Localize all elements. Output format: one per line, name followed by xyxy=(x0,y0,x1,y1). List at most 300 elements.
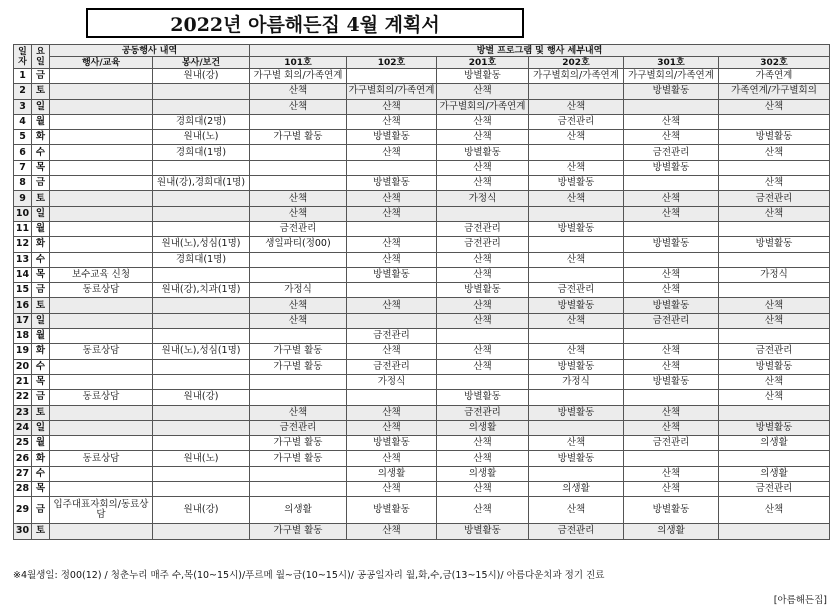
events-cell xyxy=(50,298,153,313)
room-301-cell xyxy=(624,451,719,466)
dow-cell: 일 xyxy=(32,313,50,328)
room-301-cell: 방별활동 xyxy=(624,497,719,524)
room-201-cell: 의생활 xyxy=(437,466,529,481)
room-101-cell: 금전관리 xyxy=(250,420,347,435)
table-row xyxy=(14,191,830,206)
events-cell: 입주대표자회의/동료상담 xyxy=(50,497,153,524)
room-102-cell: 산책 xyxy=(347,206,437,221)
room-201-cell: 산책 xyxy=(437,267,529,282)
room-202-cell xyxy=(529,237,624,252)
room-201-cell: 산책 xyxy=(437,130,529,145)
day-cell: 1 xyxy=(14,69,32,84)
room-301-cell xyxy=(624,390,719,405)
day-cell: 10 xyxy=(14,206,32,221)
volunteer-cell: 경희대(1명) xyxy=(153,145,250,160)
room-202-cell: 산책 xyxy=(529,313,624,328)
room-101-cell xyxy=(250,160,347,175)
day-cell: 27 xyxy=(14,466,32,481)
table-row xyxy=(14,436,830,451)
room-202-cell: 의생활 xyxy=(529,482,624,497)
room-301-cell: 산책 xyxy=(624,466,719,481)
events-cell: 동료상담 xyxy=(50,390,153,405)
header-room-302: 302호 xyxy=(719,57,830,69)
volunteer-cell xyxy=(153,374,250,389)
plan-body xyxy=(14,69,830,540)
volunteer-cell xyxy=(153,405,250,420)
room-302-cell xyxy=(719,405,830,420)
day-cell: 17 xyxy=(14,313,32,328)
room-202-cell: 산책 xyxy=(529,191,624,206)
room-102-cell: 방별활동 xyxy=(347,176,437,191)
room-101-cell xyxy=(250,482,347,497)
room-202-cell: 가정식 xyxy=(529,374,624,389)
room-301-cell: 산책 xyxy=(624,420,719,435)
events-cell xyxy=(50,130,153,145)
room-102-cell: 산책 xyxy=(347,252,437,267)
room-301-cell: 방별활동 xyxy=(624,160,719,175)
volunteer-cell: 원내(강) xyxy=(153,497,250,524)
room-202-cell xyxy=(529,390,624,405)
day-cell: 16 xyxy=(14,298,32,313)
dow-cell: 토 xyxy=(32,191,50,206)
table-row xyxy=(14,524,830,539)
events-cell xyxy=(50,160,153,175)
dow-cell: 토 xyxy=(32,405,50,420)
dow-cell: 금 xyxy=(32,69,50,84)
day-cell: 19 xyxy=(14,344,32,359)
room-101-cell: 가구별 활동 xyxy=(250,524,347,539)
room-201-cell: 의생활 xyxy=(437,420,529,435)
room-301-cell: 산책 xyxy=(624,359,719,374)
room-201-cell xyxy=(437,374,529,389)
volunteer-cell: 원내(강) xyxy=(153,69,250,84)
day-cell: 3 xyxy=(14,99,32,114)
room-302-cell: 산책 xyxy=(719,497,830,524)
room-201-cell: 금전관리 xyxy=(437,221,529,236)
room-101-cell: 금전관리 xyxy=(250,221,347,236)
dow-cell: 일 xyxy=(32,99,50,114)
room-202-cell: 가구별회의/가족연계 xyxy=(529,69,624,84)
table-row xyxy=(14,99,830,114)
day-cell: 14 xyxy=(14,267,32,282)
dow-cell: 화 xyxy=(32,344,50,359)
table-row xyxy=(14,267,830,282)
table-row xyxy=(14,298,830,313)
volunteer-cell xyxy=(153,359,250,374)
room-102-cell xyxy=(347,390,437,405)
room-102-cell xyxy=(347,69,437,84)
room-202-cell: 방별활동 xyxy=(529,451,624,466)
plan-table xyxy=(13,44,830,540)
dow-cell: 일 xyxy=(32,420,50,435)
room-201-cell: 산책 xyxy=(437,451,529,466)
events-cell xyxy=(50,329,153,344)
room-102-cell: 산책 xyxy=(347,298,437,313)
room-202-cell: 산책 xyxy=(529,252,624,267)
volunteer-cell xyxy=(153,482,250,497)
dow-cell: 일 xyxy=(32,206,50,221)
room-302-cell: 금전관리 xyxy=(719,482,830,497)
room-201-cell: 산책 xyxy=(437,160,529,175)
room-201-cell: 산책 xyxy=(437,114,529,129)
table-row xyxy=(14,405,830,420)
room-201-cell: 산책 xyxy=(437,436,529,451)
events-cell xyxy=(50,482,153,497)
room-202-cell: 산책 xyxy=(529,130,624,145)
table-row xyxy=(14,451,830,466)
room-201-cell: 방별활동 xyxy=(437,69,529,84)
volunteer-cell xyxy=(153,436,250,451)
events-cell xyxy=(50,69,153,84)
table-row xyxy=(14,69,830,84)
room-202-cell xyxy=(529,84,624,99)
table-row xyxy=(14,329,830,344)
room-301-cell: 방별활동 xyxy=(624,298,719,313)
table-row xyxy=(14,145,830,160)
volunteer-cell: 경희대(2명) xyxy=(153,114,250,129)
room-301-cell: 금전관리 xyxy=(624,436,719,451)
header-rooms-group: 방별 프로그램 및 행사 세부내역 xyxy=(250,45,830,57)
events-cell xyxy=(50,221,153,236)
volunteer-cell xyxy=(153,329,250,344)
room-201-cell: 산책 xyxy=(437,497,529,524)
day-cell: 30 xyxy=(14,524,32,539)
room-101-cell: 가구별 회의/가족연계 xyxy=(250,69,347,84)
table-row xyxy=(14,466,830,481)
volunteer-cell xyxy=(153,191,250,206)
table-row xyxy=(14,359,830,374)
day-cell: 11 xyxy=(14,221,32,236)
room-301-cell: 산책 xyxy=(624,267,719,282)
room-101-cell: 산책 xyxy=(250,84,347,99)
table-row xyxy=(14,390,830,405)
day-cell: 9 xyxy=(14,191,32,206)
room-302-cell: 방별활동 xyxy=(719,237,830,252)
events-cell xyxy=(50,191,153,206)
volunteer-cell xyxy=(153,524,250,539)
day-cell: 18 xyxy=(14,329,32,344)
room-301-cell: 가구별회의/가족연계 xyxy=(624,69,719,84)
day-cell: 25 xyxy=(14,436,32,451)
dow-cell: 목 xyxy=(32,482,50,497)
room-302-cell: 산책 xyxy=(719,206,830,221)
events-cell xyxy=(50,374,153,389)
events-cell: 동료상담 xyxy=(50,344,153,359)
volunteer-cell: 원내(노),성심(1명) xyxy=(153,237,250,252)
room-202-cell: 산책 xyxy=(529,160,624,175)
room-301-cell xyxy=(624,176,719,191)
room-302-cell xyxy=(719,160,830,175)
dow-cell: 수 xyxy=(32,252,50,267)
room-302-cell xyxy=(719,114,830,129)
room-302-cell: 의생활 xyxy=(719,466,830,481)
table-row xyxy=(14,374,830,389)
room-101-cell xyxy=(250,176,347,191)
room-102-cell: 방별활동 xyxy=(347,267,437,282)
dow-cell: 수 xyxy=(32,466,50,481)
room-302-cell: 산책 xyxy=(719,390,830,405)
volunteer-cell: 원내(노) xyxy=(153,451,250,466)
room-301-cell: 금전관리 xyxy=(624,145,719,160)
day-cell: 23 xyxy=(14,405,32,420)
room-202-cell: 방별활동 xyxy=(529,176,624,191)
day-cell: 28 xyxy=(14,482,32,497)
room-302-cell: 산책 xyxy=(719,99,830,114)
room-101-cell: 가구별 활동 xyxy=(250,436,347,451)
volunteer-cell xyxy=(153,267,250,282)
day-cell: 5 xyxy=(14,130,32,145)
events-cell xyxy=(50,420,153,435)
room-202-cell: 금전관리 xyxy=(529,114,624,129)
volunteer-cell xyxy=(153,206,250,221)
room-201-cell: 산책 xyxy=(437,252,529,267)
table-row xyxy=(14,497,830,524)
room-201-cell: 가정식 xyxy=(437,191,529,206)
room-301-cell: 산책 xyxy=(624,283,719,298)
room-101-cell: 가구별 활동 xyxy=(250,130,347,145)
room-101-cell: 산책 xyxy=(250,191,347,206)
volunteer-cell xyxy=(153,420,250,435)
header-common-group: 공동행사 내역 xyxy=(50,45,250,57)
room-102-cell: 산책 xyxy=(347,114,437,129)
room-301-cell: 산책 xyxy=(624,482,719,497)
room-302-cell: 방별활동 xyxy=(719,359,830,374)
table-row xyxy=(14,221,830,236)
events-cell xyxy=(50,99,153,114)
room-101-cell xyxy=(250,267,347,282)
room-102-cell: 가정식 xyxy=(347,374,437,389)
dow-cell: 월 xyxy=(32,329,50,344)
room-102-cell: 산책 xyxy=(347,145,437,160)
room-302-cell: 가족연계 xyxy=(719,69,830,84)
room-101-cell xyxy=(250,329,347,344)
volunteer-cell: 경희대(1명) xyxy=(153,252,250,267)
room-102-cell: 산책 xyxy=(347,420,437,435)
table-row xyxy=(14,160,830,175)
volunteer-cell: 원내(강),경희대(1명) xyxy=(153,176,250,191)
room-102-cell: 방별활동 xyxy=(347,130,437,145)
volunteer-cell: 원내(강) xyxy=(153,390,250,405)
room-301-cell: 산책 xyxy=(624,206,719,221)
room-301-cell: 금전관리 xyxy=(624,313,719,328)
table-row xyxy=(14,176,830,191)
dow-cell: 목 xyxy=(32,267,50,282)
events-cell: 보수교육 신청 xyxy=(50,267,153,282)
room-201-cell: 산책 xyxy=(437,298,529,313)
room-302-cell: 방별활동 xyxy=(719,130,830,145)
room-301-cell xyxy=(624,252,719,267)
room-301-cell xyxy=(624,329,719,344)
table-row xyxy=(14,420,830,435)
room-101-cell xyxy=(250,252,347,267)
day-cell: 24 xyxy=(14,420,32,435)
day-cell: 7 xyxy=(14,160,32,175)
day-cell: 13 xyxy=(14,252,32,267)
dow-cell: 목 xyxy=(32,160,50,175)
events-cell xyxy=(50,114,153,129)
room-101-cell: 산책 xyxy=(250,298,347,313)
room-102-cell: 금전관리 xyxy=(347,329,437,344)
events-cell xyxy=(50,524,153,539)
dow-cell: 월 xyxy=(32,221,50,236)
room-102-cell: 금전관리 xyxy=(347,359,437,374)
day-cell: 4 xyxy=(14,114,32,129)
room-201-cell: 가구별회의/가족연계 xyxy=(437,99,529,114)
dow-cell: 목 xyxy=(32,374,50,389)
room-101-cell: 생일파티(정00) xyxy=(250,237,347,252)
volunteer-cell: 원내(노) xyxy=(153,130,250,145)
room-101-cell: 가구별 활동 xyxy=(250,344,347,359)
footnote: ※4월생일: 정00(12) / 청춘누리 매주 수,목(10~15시)/푸르메 월~금(10~15시)/ 공공일자리 월,화,수,금(13~15시)/ 아름다운치과 정기 진료 xyxy=(13,570,605,581)
day-cell: 21 xyxy=(14,374,32,389)
room-302-cell: 금전관리 xyxy=(719,344,830,359)
room-201-cell: 방별활동 xyxy=(437,145,529,160)
dow-cell: 금 xyxy=(32,497,50,524)
table-row xyxy=(14,84,830,99)
events-cell xyxy=(50,466,153,481)
day-cell: 22 xyxy=(14,390,32,405)
dow-cell: 금 xyxy=(32,176,50,191)
room-202-cell xyxy=(529,466,624,481)
room-302-cell xyxy=(719,524,830,539)
day-cell: 2 xyxy=(14,84,32,99)
table-row xyxy=(14,114,830,129)
room-202-cell xyxy=(529,420,624,435)
dow-cell: 화 xyxy=(32,451,50,466)
header-room-301: 301호 xyxy=(624,57,719,69)
day-cell: 8 xyxy=(14,176,32,191)
room-301-cell: 방별활동 xyxy=(624,374,719,389)
room-101-cell: 의생활 xyxy=(250,497,347,524)
events-cell xyxy=(50,145,153,160)
events-cell: 동료상담 xyxy=(50,283,153,298)
room-301-cell: 산책 xyxy=(624,114,719,129)
signature: [아름해든집] xyxy=(773,595,827,606)
room-301-cell: 산책 xyxy=(624,191,719,206)
events-cell xyxy=(50,237,153,252)
day-cell: 26 xyxy=(14,451,32,466)
dow-cell: 월 xyxy=(32,114,50,129)
room-201-cell: 산책 xyxy=(437,176,529,191)
room-102-cell: 산책 xyxy=(347,524,437,539)
room-102-cell: 산책 xyxy=(347,344,437,359)
room-301-cell: 산책 xyxy=(624,130,719,145)
room-102-cell: 방별활동 xyxy=(347,436,437,451)
room-202-cell: 방별활동 xyxy=(529,359,624,374)
room-202-cell: 방별활동 xyxy=(529,298,624,313)
room-101-cell xyxy=(250,374,347,389)
room-101-cell: 가정식 xyxy=(250,283,347,298)
room-302-cell xyxy=(719,221,830,236)
table-row xyxy=(14,344,830,359)
day-cell: 6 xyxy=(14,145,32,160)
table-row xyxy=(14,313,830,328)
room-201-cell xyxy=(437,329,529,344)
room-202-cell: 금전관리 xyxy=(529,524,624,539)
room-101-cell: 가구별 활동 xyxy=(250,359,347,374)
room-102-cell xyxy=(347,313,437,328)
day-cell: 29 xyxy=(14,497,32,524)
events-cell xyxy=(50,313,153,328)
header-room-202: 202호 xyxy=(529,57,624,69)
header-room-102: 102호 xyxy=(347,57,437,69)
table-row xyxy=(14,252,830,267)
volunteer-cell xyxy=(153,313,250,328)
room-202-cell: 금전관리 xyxy=(529,283,624,298)
header-room-201: 201호 xyxy=(437,57,529,69)
room-201-cell: 금전관리 xyxy=(437,237,529,252)
events-cell: 동료상담 xyxy=(50,451,153,466)
room-202-cell: 산책 xyxy=(529,497,624,524)
room-201-cell xyxy=(437,206,529,221)
room-201-cell: 방별활동 xyxy=(437,524,529,539)
day-cell: 15 xyxy=(14,283,32,298)
room-102-cell: 방별활동 xyxy=(347,497,437,524)
volunteer-cell xyxy=(153,466,250,481)
room-201-cell: 산책 xyxy=(437,359,529,374)
header-volunteer: 봉사/보건 xyxy=(153,57,250,69)
header-room-101: 101호 xyxy=(250,57,347,69)
room-302-cell: 산책 xyxy=(719,313,830,328)
room-102-cell: 산책 xyxy=(347,191,437,206)
events-cell xyxy=(50,359,153,374)
table-row xyxy=(14,130,830,145)
room-101-cell xyxy=(250,466,347,481)
room-301-cell: 의생활 xyxy=(624,524,719,539)
room-202-cell xyxy=(529,145,624,160)
room-301-cell xyxy=(624,221,719,236)
room-101-cell: 산책 xyxy=(250,206,347,221)
room-101-cell xyxy=(250,390,347,405)
room-302-cell: 금전관리 xyxy=(719,191,830,206)
room-102-cell: 산책 xyxy=(347,482,437,497)
day-cell: 12 xyxy=(14,237,32,252)
table-row xyxy=(14,206,830,221)
room-202-cell: 방별활동 xyxy=(529,221,624,236)
room-202-cell xyxy=(529,267,624,282)
header-events: 행사/교육 xyxy=(50,57,153,69)
events-cell xyxy=(50,436,153,451)
room-101-cell: 산책 xyxy=(250,405,347,420)
room-302-cell xyxy=(719,451,830,466)
dow-cell: 토 xyxy=(32,524,50,539)
room-202-cell: 산책 xyxy=(529,436,624,451)
volunteer-cell xyxy=(153,99,250,114)
room-101-cell xyxy=(250,145,347,160)
volunteer-cell: 원내(강),치과(1명) xyxy=(153,283,250,298)
day-cell: 20 xyxy=(14,359,32,374)
events-cell xyxy=(50,405,153,420)
room-201-cell: 산책 xyxy=(437,344,529,359)
table-row xyxy=(14,237,830,252)
room-302-cell: 산책 xyxy=(719,176,830,191)
room-301-cell: 방별활동 xyxy=(624,237,719,252)
room-302-cell xyxy=(719,283,830,298)
header-dow: 요일 xyxy=(32,45,50,69)
dow-cell: 토 xyxy=(32,298,50,313)
room-302-cell: 산책 xyxy=(719,298,830,313)
dow-cell: 수 xyxy=(32,359,50,374)
room-302-cell: 가족연계/가구별회의 xyxy=(719,84,830,99)
volunteer-cell: 원내(노),성심(1명) xyxy=(153,344,250,359)
room-301-cell: 산책 xyxy=(624,405,719,420)
room-302-cell: 의생활 xyxy=(719,436,830,451)
room-102-cell xyxy=(347,283,437,298)
room-102-cell xyxy=(347,221,437,236)
room-302-cell xyxy=(719,329,830,344)
room-101-cell: 산책 xyxy=(250,99,347,114)
room-201-cell: 산책 xyxy=(437,482,529,497)
